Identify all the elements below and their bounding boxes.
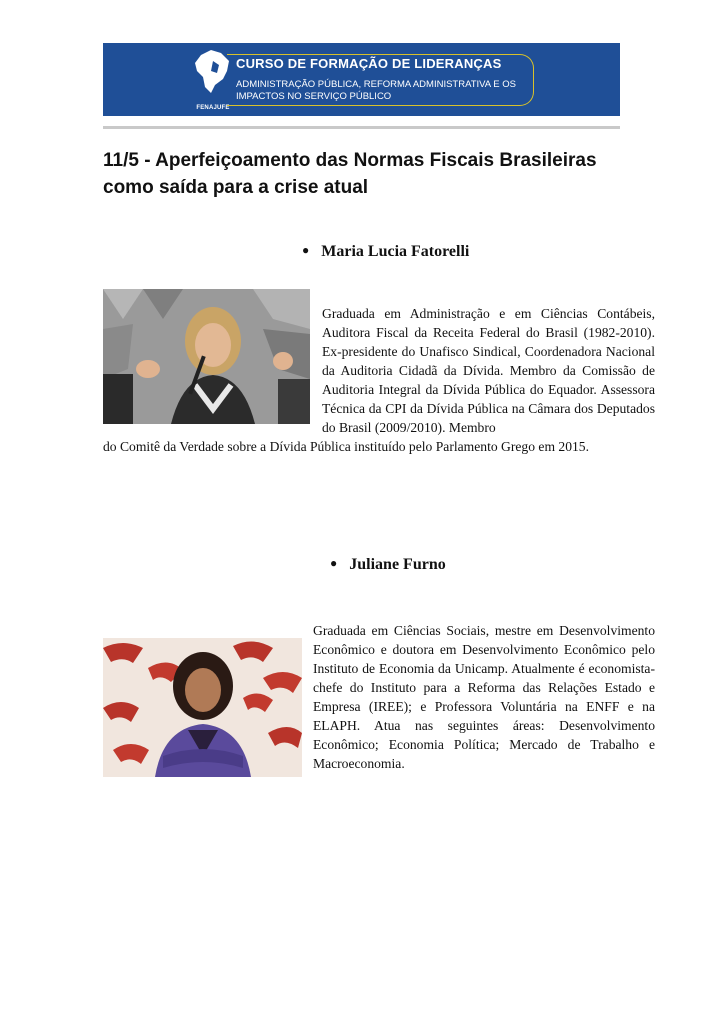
speaker-portrait-1	[103, 289, 310, 424]
speaker-photo-1	[103, 289, 310, 424]
speaker-name-text: Juliane Furno	[349, 556, 446, 573]
bullet-icon: ●	[302, 243, 310, 257]
speaker-bio-1-continued: do Comitê da Verdade sobre a Dívida Pública instituído pelo Parlamento Grego em 2015.	[103, 439, 590, 454]
bullet-icon: ●	[330, 556, 338, 570]
speaker-bio-1: Graduada em Administração e em Ciências Contábeis, Auditora Fiscal da Receita Federal do Brasil (1982-2010). Ex-presidente do Unafisco Sindical, Coordenadora Nacional da Auditoria Cidadã da Dívida. Membro da Comissão de Auditoria Integral da Dívida Pública do Equador. Assessora Técnica da CPI da Dívida Pública na Câmara dos Deputados do Brasil (2009/2010). Membro	[322, 306, 655, 435]
banner-title: CURSO DE FORMAÇÃO DE LIDERANÇAS	[236, 56, 502, 71]
banner-subtitle: ADMINISTRAÇÃO PÚBLICA, REFORMA ADMINISTRATIVA E OS IMPACTOS NO SERVIÇO PÚBLICO	[236, 79, 516, 102]
speaker-photo-2	[103, 638, 302, 777]
speaker-name-2	[330, 556, 446, 574]
header-banner	[103, 43, 620, 116]
session-title: 11/5 - Aperfeiçoamento das Normas Fiscais Brasileiras como saída para a crise atual	[103, 150, 597, 198]
speaker-bio-2: Graduada em Ciências Sociais, mestre em Desenvolvimento Econômico e doutora em Desenvolvimento Econômico pelo Instituto de Economia da Unicamp. Atualmente é economista-chefe do Instituto para a Reforma das Relações Estado e Empresa (IREE); e Professora Voluntária na ENFF e na ELAPH. Atua nas seguintes áreas: Desenvolvimento Econômico; Economia Política; Mercado de Trabalho e Macroeconomia.	[313, 623, 655, 771]
speaker-portrait-2	[103, 638, 302, 777]
header-divider	[103, 126, 620, 129]
logo-caption: FENAJUFE	[196, 105, 230, 111]
speaker-name-text: Maria Lucia Fatorelli	[321, 243, 470, 260]
speaker-name-1	[302, 243, 469, 261]
